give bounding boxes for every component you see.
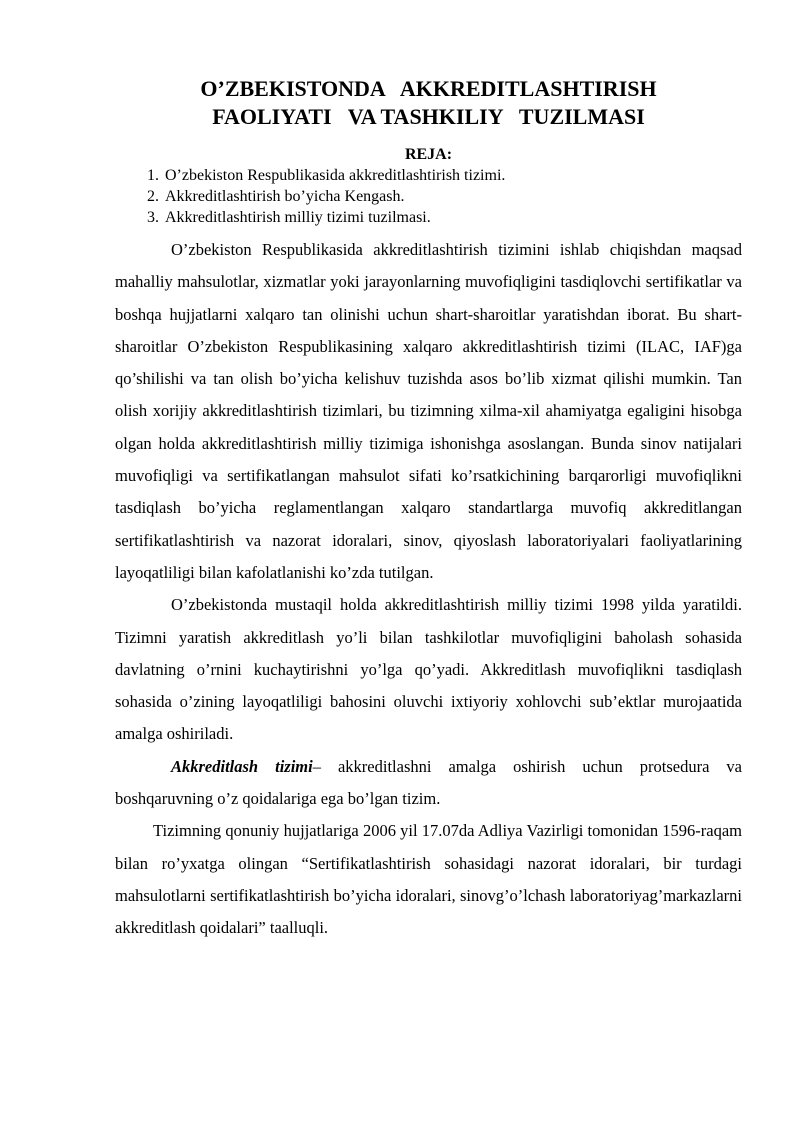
paragraph-4: Tizimning qonuniy hujjatlariga 2006 yil 17.07da Adliya Vazirligi tomonidan 1596-raqam bilan ro’yxatga olingan “Sertifikatlashtirish sohasidagi nazorat idoralari, bir turdagi mahsulotlarni sertifikatlashtirish bo’yicha idoralari, sinovg’o’lchash laboratoriyag’markazlarni akkreditlash qoidalari” taalluqli. [115,821,742,938]
document-title [115,75,742,131]
paragraph-1: O’zbekiston Respublikasida akkreditlashtirish tizimini ishlab chiqishdan maqsad mahalliy mahsulotlar, xizmatlar yoki jarayonlarning muvofiqligini tasdiqlovchi sertifikatlar va boshqa hujjatlarni xalqaro tan olinishi uchun shart-sharoitlar yaratishdan iborat. Bu shart-sharoitlar O’zbekiston Respublikasining xalqaro akkreditlashtirish tizimi (ILAC, IAF)ga qo’shilishi va tan olish bo’yicha kelishuv tuzishda asos bo’lib xizmat qilishi mumkin. Tan olish xorijiy akkreditlashtirish tizimlari, bu tizimning xilma-xil ahamiyatga egaligini hisobga olgan holda akkreditlashtirish milliy tizimiga ishonishga asoslangan. Bunda sinov natijalari muvofiqligi va sertifikatlangan mahsulot sifati ko’rsatkichining barqarorligi muvofiqlikni tasdiqlash bo’yicha reglamentlangan xalqaro standartlarga muvofiq akkreditlangan sertifikatlashtirish va nazorat idoralari, sinov, qiyoslash laboratoriyalari faoliyatlarining layoqatliligi bilan kafolatlanishi ko’zda tutilgan. [115,240,742,582]
plan-item: 3. Akkreditlashtirish milliy tizimi tuzilmasi. [163,207,742,228]
plan-item: 2. Akkreditlashtirish bo’yicha Kengash. [163,186,742,207]
title-line-1: O’ZBEKISTONDA AKKREDITLASHTIRISH [200,76,657,101]
document-page [115,75,742,945]
paragraph-3 [115,751,742,816]
paragraph-2: O’zbekistonda mustaqil holda akkreditlashtirish milliy tizimi 1998 yilda yaratildi. Tizimni yaratish akkreditlash yo’li bilan tashkilotlar muvofiqligini baholash sohasida davlatning o’rnini kuchaytirishni yo’lga qo’yadi. Akkreditlash muvofiqlikni tasdiqlash sohasida o’zining layoqatliligi bahosini oluvchi ixtiyoriy xohlovchi sub’ektlar murojaatida amalga oshiriladi. [115,595,742,744]
plan-list [115,165,742,228]
term-akkreditlash-tizimi: Akkreditlash tizimi [171,756,313,776]
paragraph-3-definition: – akkreditlashni amalga oshirish uchun protsedura va boshqaruvning o’z qoidalariga ega bo’lgan tizim. [115,756,742,809]
plan-item: 1. O’zbekiston Respublikasida akkreditlashtirish tizimi. [163,165,742,186]
title-line-2: FAOLIYATI VA TASHKILIY TUZILMASI [212,104,645,129]
plan-heading: REJA: [404,146,453,163]
